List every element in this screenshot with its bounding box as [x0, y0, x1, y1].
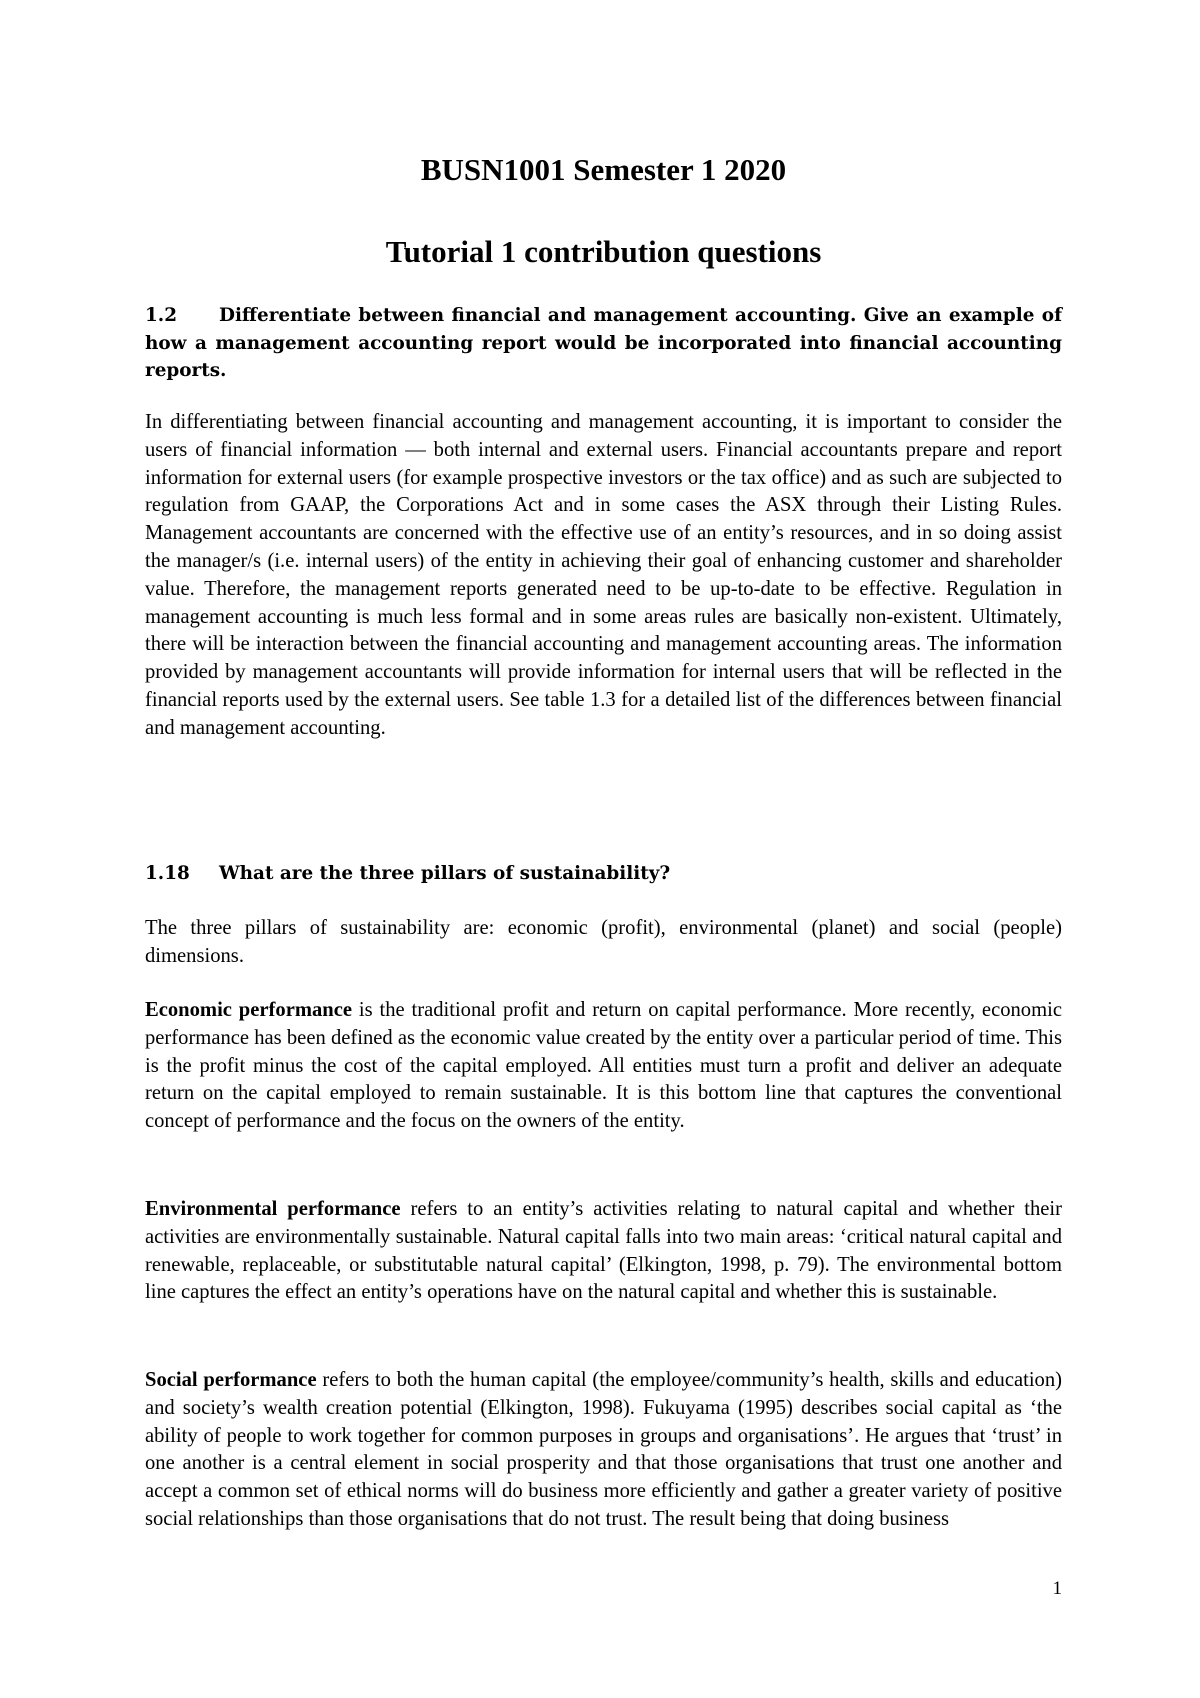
- question-1-2: [145, 302, 1062, 385]
- social-performance-paragraph: [145, 1367, 1062, 1534]
- economic-performance-text: is the traditional profit and return on capital performance. More recently, economic performance has been defined as the economic value created by the entity over a particular period of time. This is the profit minus the cost of the capital employed. All entities must turn a profit and deliver an adequate return on the capital employed to remain sustainable. It is this bottom line that captures the conventional concept of performance and the focus on the owners of the entity.: [145, 999, 1062, 1133]
- document-subtitle: Tutorial 1 contribution questions: [385, 234, 822, 269]
- environmental-performance-term: Environmental performance: [145, 1198, 401, 1220]
- question-1-2-text: Differentiate between financial and management accounting. Give an example of how a management accounting report would be incorporated into financial accounting reports.: [145, 305, 1062, 381]
- economic-performance-term: Economic performance: [145, 999, 353, 1021]
- economic-performance-paragraph: [145, 997, 1062, 1136]
- question-1-18-text: What are the three pillars of sustainability?: [219, 863, 671, 884]
- question-1-18-number: 1.18: [145, 863, 190, 884]
- pillars-intro-paragraph: The three pillars of sustainability are: economic (profit), environmental (planet) and social (people) dimensions.: [145, 917, 1062, 967]
- page-number: 1: [1052, 1578, 1062, 1599]
- social-performance-text: refers to both the human capital (the employee/community’s health, skills and education) and society’s wealth creation potential (Elkington, 1998). Fukuyama (1995) describes social capital as ‘the ability of people to work together for common purposes in groups and organisations’. He argues that ‘trust’ in one another is a central element in social prosperity and that those organisations that trust one another and accept a common set of ethical norms will do business more efficiently and gather a greater variety of positive social relationships than those organisations that do not trust. The result being that doing business: [145, 1369, 1062, 1530]
- environmental-performance-text: refers to an entity’s activities relating to natural capital and whether their activities are environmentally sustainable. Natural capital falls into two main areas: ‘critical natural capital and renewable, replaceable, or substitutable natural capital’ (Elkington, 1998, p. 79). The environmental bottom line captures the effect an entity’s operations have on the natural capital and whether this is sustainable.: [145, 1198, 1063, 1304]
- answer-1-2-paragraph: In differentiating between financial accounting and management accounting, it is important to consider the users of financial information — both internal and external users. Financial accountants prepare and report information for external users (for example prospective investors or the tax office) and as such are subjected to regulation from GAAP, the Corporations Act and in some cases the ASX through their Listing Rules. Management accountants are concerned with the effective use of an entity’s resources, and in so doing assist the manager/s (i.e. internal users) of the entity in achieving their goal of enhancing customer and shareholder value. Therefore, the management reports generated need to be up-to-date to be effective. Regulation in management accounting is much less formal and in some areas rules are basically non-existent. Ultimately, there will be interaction between the financial accounting and management accounting areas. The information provided by management accountants will provide information for internal users that will be reflected in the financial reports used by the external users. See table 1.3 for a detailed list of the differences between financial and management accounting.: [145, 411, 1062, 739]
- document-title: BUSN1001 Semester 1 2020: [420, 152, 787, 187]
- question-1-18: [145, 860, 1062, 888]
- social-performance-term: Social performance: [145, 1369, 317, 1391]
- environmental-performance-paragraph: [145, 1196, 1062, 1307]
- document-page: [145, 0, 1062, 1698]
- question-1-2-number: 1.2: [145, 305, 177, 326]
